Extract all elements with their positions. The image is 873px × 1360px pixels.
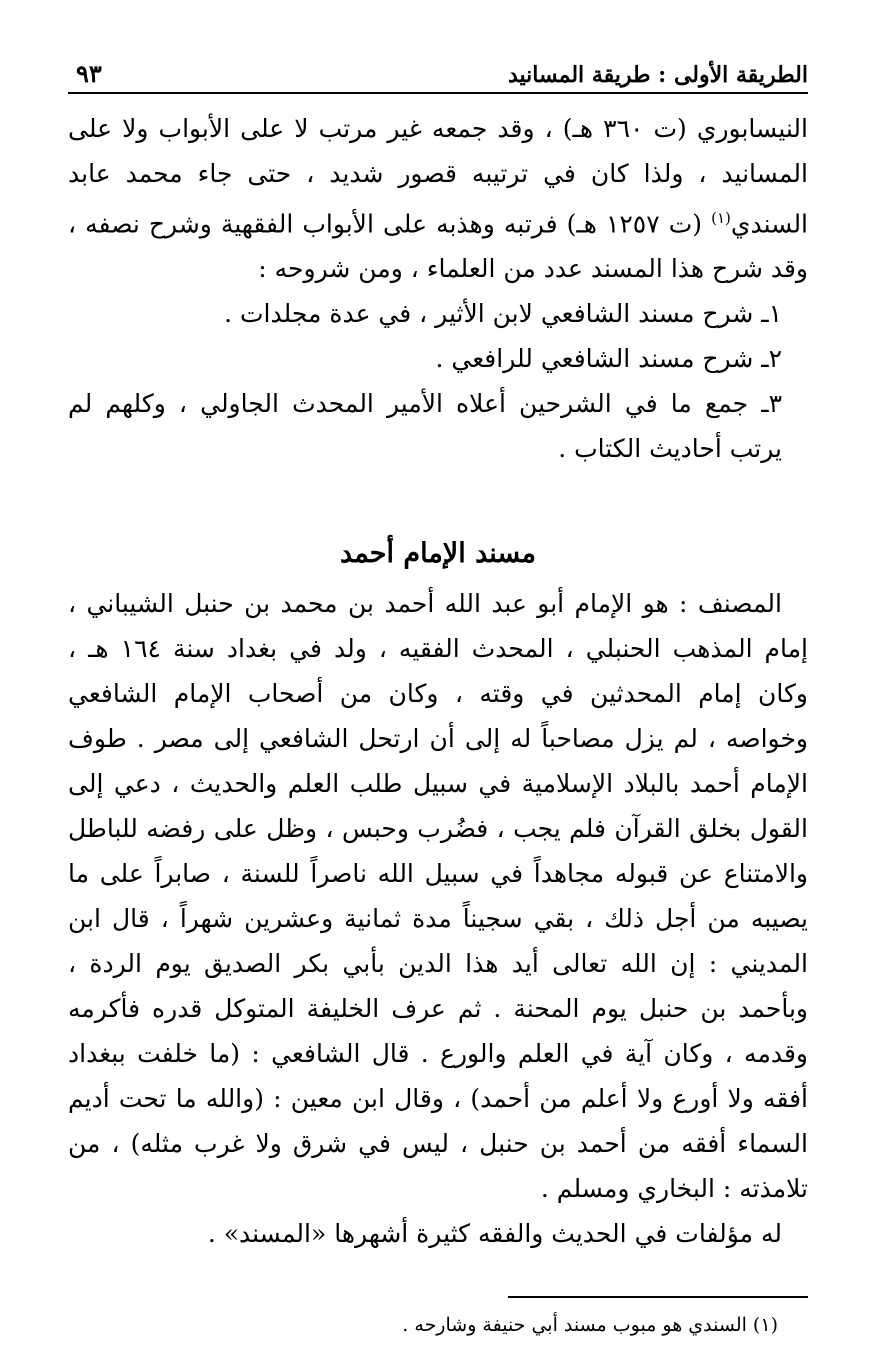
biography-paragraph: المصنف : هو الإمام أبو عبد الله أحمد بن محمد بن حنبل الشيباني ، إمام المذهب الحنبلي ، المحدث الفقيه ، ولد في بغداد سنة ١٦٤ هـ ، وكان إمام المحدثين في وقته ، وكان من أصحاب الإمام الشافعي وخواصه ، لم يزل مصاحباً له إلى أن ارتحل الشافعي إلى مصر . طوف الإمام أحمد بالبلاد الإسلامية في سبيل طلب العلم والحديث ، دعي إلى القول بخلق القرآن فلم يجب ، فضُرب وحبس ، وظل على رفضه للباطل والامتناع عن قبوله مجاهداً في سبيل الله ناصراً للسنة ، صابراً على ما يصيبه من أجل ذلك ، بقي سجيناً مدة ثمانية وعشرين شهراً ، قال ابن المديني : إن الله تعالى أيد هذا الدين بأبي بكر الصديق يوم الردة ، وبأحمد بن حنبل يوم المحنة . ثم عرف الخليفة المتوكل قدره فأكرمه وقدمه ، وكان آية في العلم والورع . قال الشافعي : (ما خلفت ببغداد أفقه ولا أورع ولا أعلم من أحمد) ، وقال ابن معين : (والله ما تحت أديم السماء أفقه من أحمد بن حنبل ، ليس في شرق ولا غرب مثله) ، من تلامذته : البخاري ومسلم . bbox=[68, 589, 808, 1204]
intro-text-part-2: (ت ١٢٥٧ هـ) فرتبه وهذبه على الأبواب الفقهية وشرح نصفه ، وقد شرح هذا المسند عدد من العلماء ، ومن شروحه : bbox=[68, 209, 808, 284]
footnote: (١) السندي هو مبوب مسند أبي حنيفة وشارحه . bbox=[402, 1314, 778, 1337]
running-header bbox=[68, 52, 808, 94]
works-paragraph: له مؤلفات في الحديث والفقه كثيرة أشهرها «المسند» . bbox=[207, 1219, 782, 1249]
footnote-divider bbox=[508, 1296, 808, 1298]
intro-paragraph bbox=[68, 106, 808, 291]
commentary-item-2: ٢ـ شرح مسند الشافعي للرافعي . bbox=[435, 344, 782, 374]
book-page bbox=[68, 52, 808, 1340]
footnote-reference: (١) bbox=[711, 209, 731, 227]
commentary-item-1: ١ـ شرح مسند الشافعي لابن الأثير ، في عدة مجلدات . bbox=[224, 299, 782, 329]
commentary-item-3: ٣ـ جمع ما في الشرحين أعلاه الأمير المحدث الجاولي ، وكلهم لم يرتب أحاديث الكتاب . bbox=[68, 389, 782, 464]
running-title: الطريقة الأولى : طريقة المسانيد bbox=[508, 62, 808, 88]
page-number: ٩٣ bbox=[76, 59, 102, 88]
section-title: مسند الإمام أحمد bbox=[340, 538, 536, 570]
intro-text-part-1: النيسابوري (ت ٣٦٠ هـ) ، وقد جمعه غير مرتب لا على الأبواب ولا على المسانيد ، ولذا كان في ترتيبه قصور شديد ، حتى جاء محمد عابد السندي bbox=[68, 114, 809, 239]
